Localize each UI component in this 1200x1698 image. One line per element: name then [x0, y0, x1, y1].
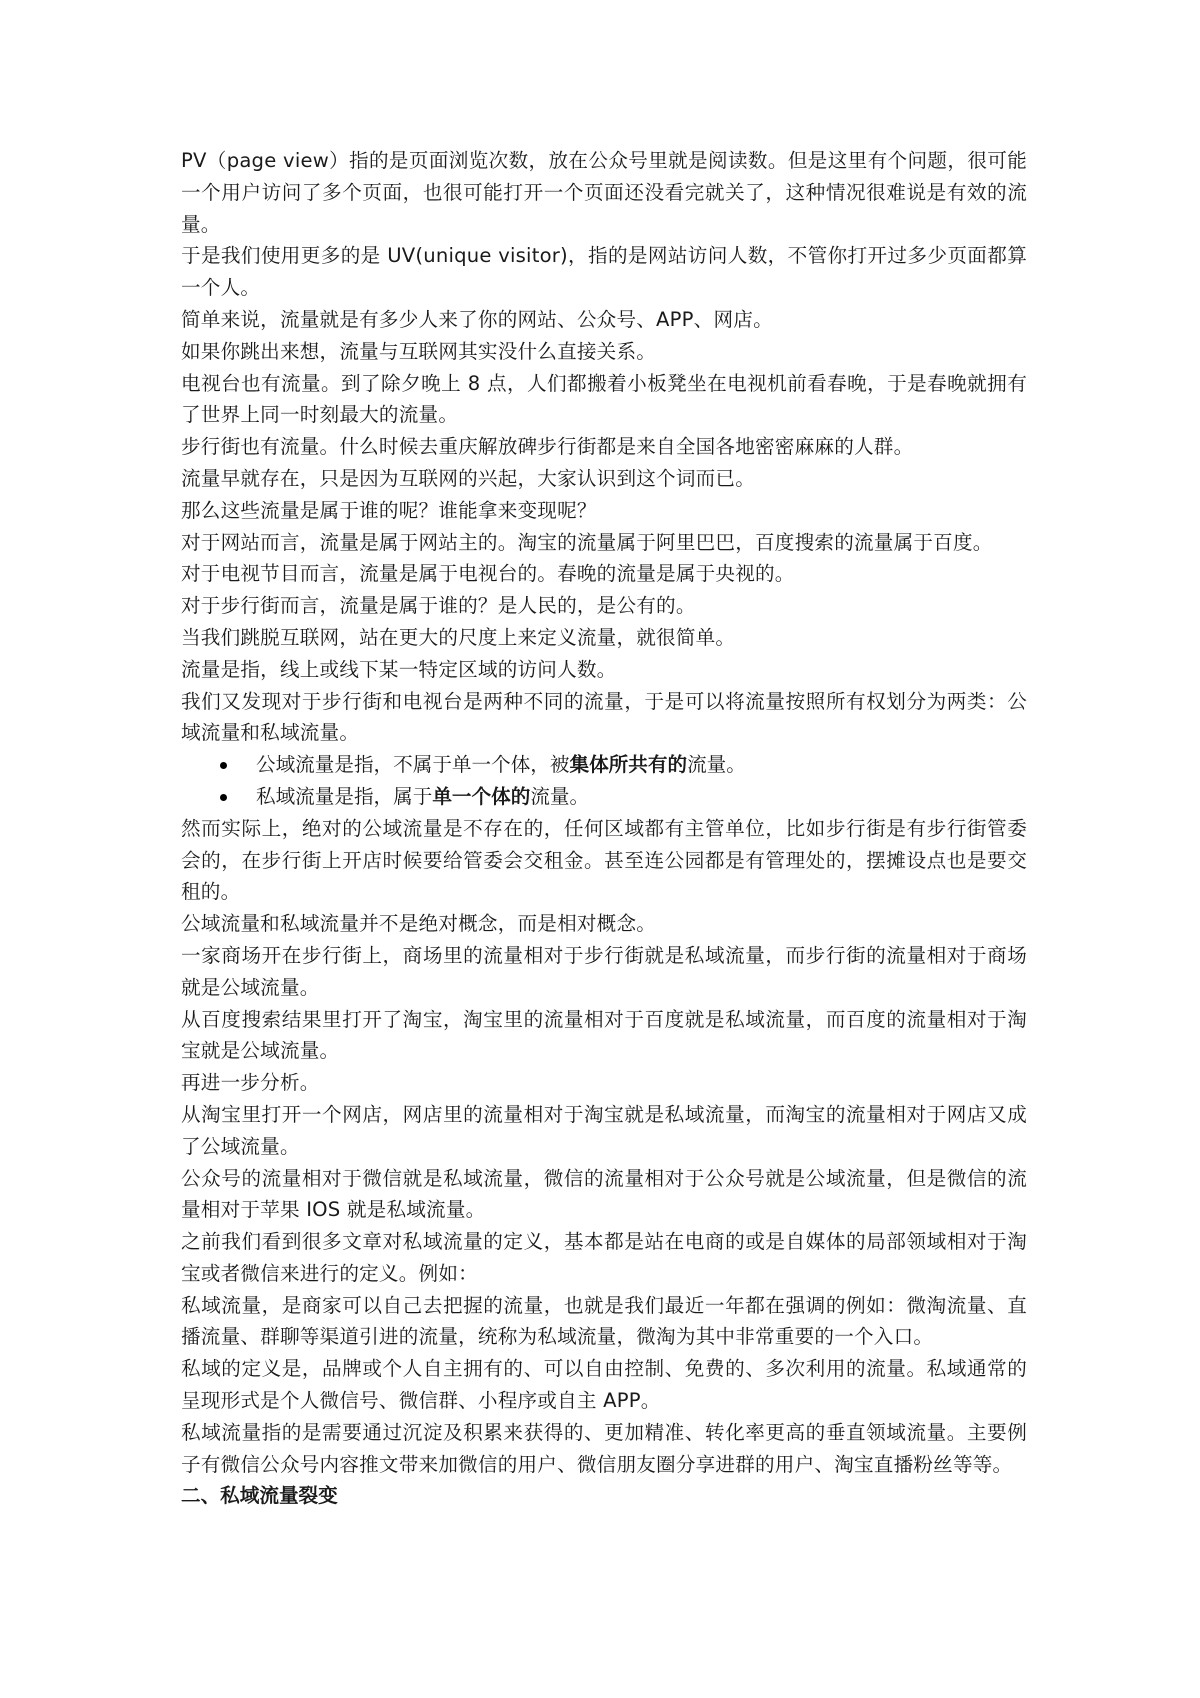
paragraph: PV（page view）指的是页面浏览次数，放在公众号里就是阅读数。但是这里有个问题，很可能一个用户访问了多个页面，也很可能打开一个页面还没看完就关了，这种情况很难说是有效的流量。 [181, 149, 1027, 236]
paragraph: 那么这些流量是属于谁的呢？谁能拿来变现呢？ [181, 498, 597, 522]
paragraph: 简单来说，流量就是有多少人来了你的网站、公众号、APP、网店。 [181, 307, 773, 331]
paragraph: 公域流量和私域流量并不是绝对概念，而是相对概念。 [181, 912, 657, 936]
paragraph: 私域流量，是商家可以自己去把握的流量，也就是我们最近一年都在强调的例如：微淘流量、直播流量、群聊等渠道引进的流量，统称为私域流量，微淘为其中非常重要的一个入口。 [181, 1293, 1027, 1349]
paragraph: 私域流量指的是需要通过沉淀及积累来获得的、更加精准、转化率更高的垂直领域流量。主要例子有微信公众号内容推文带来加微信的用户、微信朋友圈分享进群的用户、淘宝直播粉丝等等。 [181, 1420, 1027, 1476]
list-item-private-traffic [181, 781, 1027, 813]
list-item-text: 流量。 [687, 753, 746, 777]
paragraph: 流量是指，线上或线下某一特定区域的访问人数。 [181, 657, 617, 681]
paragraph: 对于网站而言，流量是属于网站主的。淘宝的流量属于阿里巴巴，百度搜索的流量属于百度。 [181, 530, 993, 554]
paragraph: 于是我们使用更多的是 UV(unique visitor)，指的是网站访问人数，不管你打开过多少页面都算一个人。 [181, 244, 1027, 300]
paragraph: 电视台也有流量。到了除夕晚上 8 点，人们都搬着小板凳坐在电视机前看春晚，于是春晚就拥有了世界上同一时刻最大的流量。 [181, 371, 1027, 427]
paragraph: 当我们跳脱互联网，站在更大的尺度上来定义流量，就很简单。 [181, 625, 736, 649]
list-item-text: 流量。 [530, 784, 590, 808]
list-item-text: 私域流量是指，属于 [256, 784, 433, 808]
paragraph: 对于步行街而言，流量是属于谁的？是人民的，是公有的。 [181, 594, 696, 618]
list-item-public-traffic [181, 749, 1027, 781]
paragraph: 然而实际上，绝对的公域流量是不存在的，任何区域都有主管单位，比如步行街是有步行街管委会的，在步行街上开店时候要给管委会交租金。甚至连公园都是有管理处的，摆摊设点也是要交租的。 [181, 816, 1027, 904]
list-item-emphasis: 集体所共有的 [569, 753, 688, 777]
paragraph: 流量早就存在，只是因为互联网的兴起，大家认识到这个词而已。 [181, 466, 756, 490]
paragraph: 一家商场开在步行街上，商场里的流量相对于步行街就是私域流量，而步行街的流量相对于商场就是公域流量。 [181, 943, 1027, 999]
bullet-dot-icon [220, 762, 227, 769]
list-item-text: 公域流量是指，不属于单一个体，被 [256, 753, 570, 777]
paragraph: 对于电视节目而言，流量是属于电视台的。春晚的流量是属于央视的。 [181, 562, 795, 586]
paragraph: 我们又发现对于步行街和电视台是两种不同的流量，于是可以将流量按照所有权划分为两类：公域流量和私域流量。 [181, 689, 1027, 745]
paragraph: 私域的定义是，品牌或个人自主拥有的、可以自由控制、免费的、多次利用的流量。私域通常的呈现形式是个人微信号、微信群、小程序或自主 APP。 [181, 1357, 1027, 1413]
paragraph: 再进一步分析。 [181, 1071, 320, 1095]
section-heading: 二、私域流量裂变 [181, 1484, 338, 1508]
paragraph: 从淘宝里打开一个网店，网店里的流量相对于淘宝就是私域流量，而淘宝的流量相对于网店又成了公域流量。 [181, 1102, 1027, 1158]
paragraph: 步行街也有流量。什么时候去重庆解放碑步行街都是来自全国各地密密麻麻的人群。 [181, 435, 914, 459]
definition-list [181, 749, 1027, 813]
paragraph: 从百度搜索结果里打开了淘宝，淘宝里的流量相对于百度就是私域流量，而百度的流量相对于淘宝就是公域流量。 [181, 1007, 1027, 1063]
document-body [181, 145, 1027, 1512]
list-item-emphasis: 单一个体的 [432, 784, 531, 808]
bullet-dot-icon [220, 794, 227, 801]
paragraph: 公众号的流量相对于微信就是私域流量，微信的流量相对于公众号就是公域流量，但是微信的流量相对于苹果 IOS 就是私域流量。 [181, 1166, 1027, 1222]
paragraph: 之前我们看到很多文章对私域流量的定义，基本都是站在电商的或是自媒体的局部领域相对于淘宝或者微信来进行的定义。例如： [181, 1230, 1027, 1285]
paragraph: 如果你跳出来想，流量与互联网其实没什么直接关系。 [181, 339, 657, 363]
